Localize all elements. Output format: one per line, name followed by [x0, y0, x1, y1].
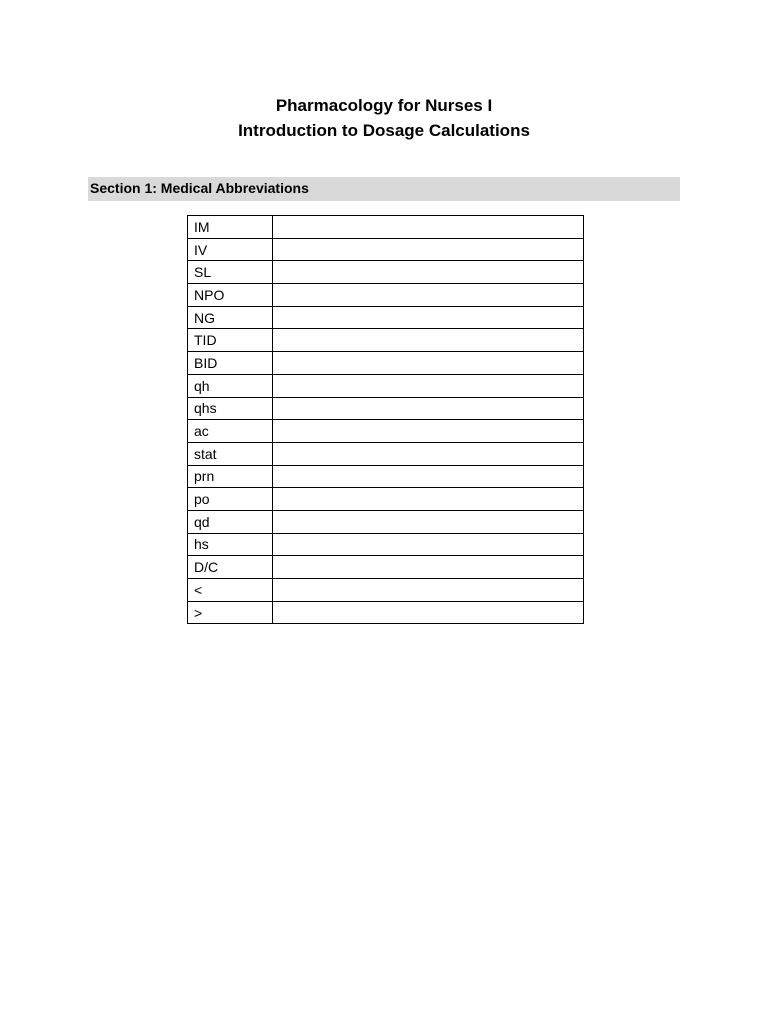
table-row	[188, 238, 584, 261]
table-row	[188, 329, 584, 352]
title-line-1: Pharmacology for Nurses I	[275, 96, 493, 115]
abbreviation-cell: SL	[188, 261, 273, 284]
abbreviation-cell: NPO	[188, 284, 273, 307]
abbreviation-cell: D/C	[188, 556, 273, 579]
abbreviation-table-body	[188, 216, 584, 624]
meaning-answer-cell[interactable]	[273, 374, 584, 397]
abbreviation-cell: BID	[188, 352, 273, 375]
abbreviation-cell: >	[188, 601, 273, 624]
abbreviation-cell: po	[188, 488, 273, 511]
table-row	[188, 442, 584, 465]
meaning-answer-cell[interactable]	[273, 442, 584, 465]
abbreviation-cell: TID	[188, 329, 273, 352]
meaning-answer-cell[interactable]	[273, 465, 584, 488]
table-row	[188, 261, 584, 284]
meaning-answer-cell[interactable]	[273, 238, 584, 261]
abbreviation-table	[187, 215, 584, 624]
meaning-answer-cell[interactable]	[273, 420, 584, 443]
section-header-bar	[88, 177, 680, 201]
table-row	[188, 420, 584, 443]
document-title	[0, 93, 768, 143]
abbreviation-cell: NG	[188, 306, 273, 329]
meaning-answer-cell[interactable]	[273, 510, 584, 533]
meaning-answer-cell[interactable]	[273, 306, 584, 329]
abbreviation-cell: qhs	[188, 397, 273, 420]
table-row	[188, 465, 584, 488]
abbreviation-cell: ac	[188, 420, 273, 443]
meaning-answer-cell[interactable]	[273, 329, 584, 352]
table-row	[188, 488, 584, 511]
table-row	[188, 284, 584, 307]
table-row	[188, 374, 584, 397]
abbreviation-cell: <	[188, 579, 273, 602]
meaning-answer-cell[interactable]	[273, 352, 584, 375]
section-label: Section 1: Medical Abbreviations	[90, 180, 309, 196]
table-row	[188, 216, 584, 239]
table-row	[188, 601, 584, 624]
meaning-answer-cell[interactable]	[273, 579, 584, 602]
table-row	[188, 579, 584, 602]
table-row	[188, 556, 584, 579]
table-row	[188, 510, 584, 533]
table-row	[188, 306, 584, 329]
abbreviation-cell: prn	[188, 465, 273, 488]
table-row	[188, 397, 584, 420]
abbreviation-cell: IV	[188, 238, 273, 261]
abbreviation-cell: stat	[188, 442, 273, 465]
meaning-answer-cell[interactable]	[273, 216, 584, 239]
table-row	[188, 533, 584, 556]
abbreviation-cell: hs	[188, 533, 273, 556]
meaning-answer-cell[interactable]	[273, 284, 584, 307]
abbreviation-cell: IM	[188, 216, 273, 239]
meaning-answer-cell[interactable]	[273, 397, 584, 420]
meaning-answer-cell[interactable]	[273, 261, 584, 284]
meaning-answer-cell[interactable]	[273, 488, 584, 511]
title-line-2: Introduction to Dosage Calculations	[238, 121, 530, 140]
meaning-answer-cell[interactable]	[273, 533, 584, 556]
abbreviation-cell: qh	[188, 374, 273, 397]
meaning-answer-cell[interactable]	[273, 601, 584, 624]
meaning-answer-cell[interactable]	[273, 556, 584, 579]
table-row	[188, 352, 584, 375]
abbreviation-cell: qd	[188, 510, 273, 533]
